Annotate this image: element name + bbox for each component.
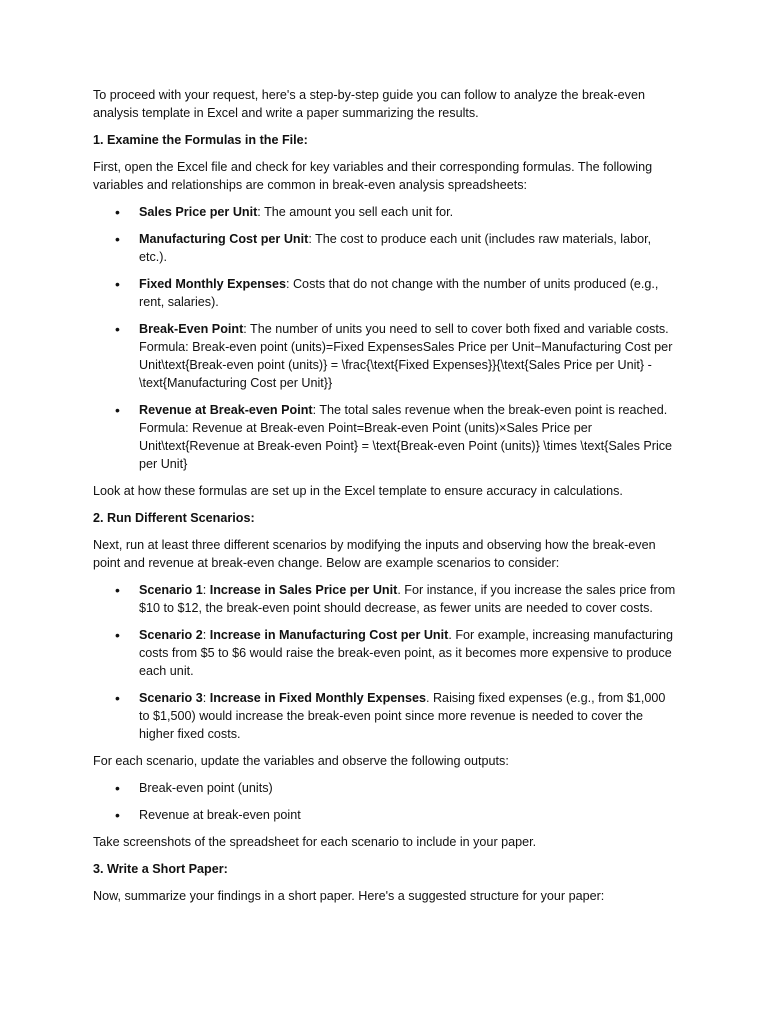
definition: : The cost to produce each unit (includes raw materials, labor, etc.). [139,232,652,264]
term: Revenue at Break-even Point [139,403,313,417]
scenario-text: . Raising fixed expenses (e.g., from $1,000 to $1,500) would increase the break-even point since more revenue is needed to cover the higher fixed costs. [139,691,666,741]
definition: : The number of units you need to sell to cover both fixed and variable costs. Formula: Break-even point (units)=Fixed ExpensesSales Price per Unit−Manufacturing Cost per Unit\text{Break-even point (units)} = \frac{\text{Fixed Expenses}}{\text{Sales Price per Unit} - \text{Manufacturing Cost per Unit}} [139,322,673,390]
section-1-heading: 1. Examine the Formulas in the File: [93,133,308,147]
list-item [139,320,676,392]
section-3-heading: 3. Write a Short Paper: [93,862,228,876]
outputs-list [93,779,676,824]
variables-list [93,203,676,473]
list-item [139,230,676,266]
definition: : Costs that do not change with the number of units produced (e.g., rent, salaries). [139,277,659,309]
term: Break-Even Point [139,322,244,336]
section-2-heading: 2. Run Different Scenarios: [93,511,255,525]
scenarios-list [93,581,676,743]
section-3-intro: Now, summarize your findings in a short paper. Here's a suggested structure for your paper: [93,889,605,903]
intro-paragraph: To proceed with your request, here's a step-by-step guide you can follow to analyze the break-even analysis template in Excel and write a paper summarizing the results. [93,88,645,120]
scenario-label: Scenario 2 [139,628,203,642]
list-item [139,203,676,221]
list-item: • Revenue at break-even point [139,806,676,824]
section-2-intro: Next, run at least three different scenarios by modifying the inputs and observing how the break-even point and revenue at break-even change. Below are example scenarios to consider: [93,538,656,570]
scenario-text: . For instance, if you increase the sales price from $10 to $12, the break-even point should decrease, as fewer units are needed to cover costs. [139,583,676,615]
scenario-title: Increase in Sales Price per Unit [209,583,398,597]
scenario-text: . For example, increasing manufacturing costs from $5 to $6 would raise the break-even point, as it becomes more expensive to produce each unit. [139,628,674,678]
section-1-closing: Look at how these formulas are set up in the Excel template to ensure accuracy in calculations. [93,484,623,498]
list-item: • Break-even point (units) [139,779,676,797]
outputs-intro: For each scenario, update the variables and observe the following outputs: [93,754,509,768]
term: Sales Price per Unit [139,205,258,219]
list-item: • Scenario 3: Increase in Fixed Monthly Expenses. Raising fixed expenses (e.g., from $1,000 to $1,500) would increase the break-even point since more revenue is needed to cover the higher fixed costs. [139,689,676,743]
definition: : The amount you sell each unit for. [257,205,454,219]
list-item [139,401,676,473]
list-item: • Scenario 1: Increase in Sales Price per Unit. For instance, if you increase the sales price from $10 to $12, the break-even point should decrease, as fewer units are needed to cover costs. [139,581,676,617]
definition: : The total sales revenue when the break-even point is reached. Formula: Revenue at Break-even Point=Break-even Point (units)×Sales Price per Unit\text{Revenue at Break-even Point} = \text{Break-even Point (units)} \times \text{Sales Price per Unit} [139,403,673,471]
scenario-title: Increase in Fixed Monthly Expenses [209,691,426,705]
section-2-closing: Take screenshots of the spreadsheet for each scenario to include in your paper. [93,835,537,849]
scenario-label: Scenario 3 [139,691,203,705]
scenario-title: Increase in Manufacturing Cost per Unit [209,628,449,642]
section-1-intro: First, open the Excel file and check for key variables and their corresponding formulas. The following variables and relationships are common in break-even analysis spreadsheets: [93,160,653,192]
list-item: • Scenario 2: Increase in Manufacturing Cost per Unit. For example, increasing manufacturing costs from $5 to $6 would raise the break-even point, as it becomes more expensive to produce each unit. [139,626,676,680]
term: Manufacturing Cost per Unit [139,232,309,246]
scenario-label: Scenario 1 [139,583,203,597]
term: Fixed Monthly Expenses [139,277,286,291]
list-item [139,275,676,311]
